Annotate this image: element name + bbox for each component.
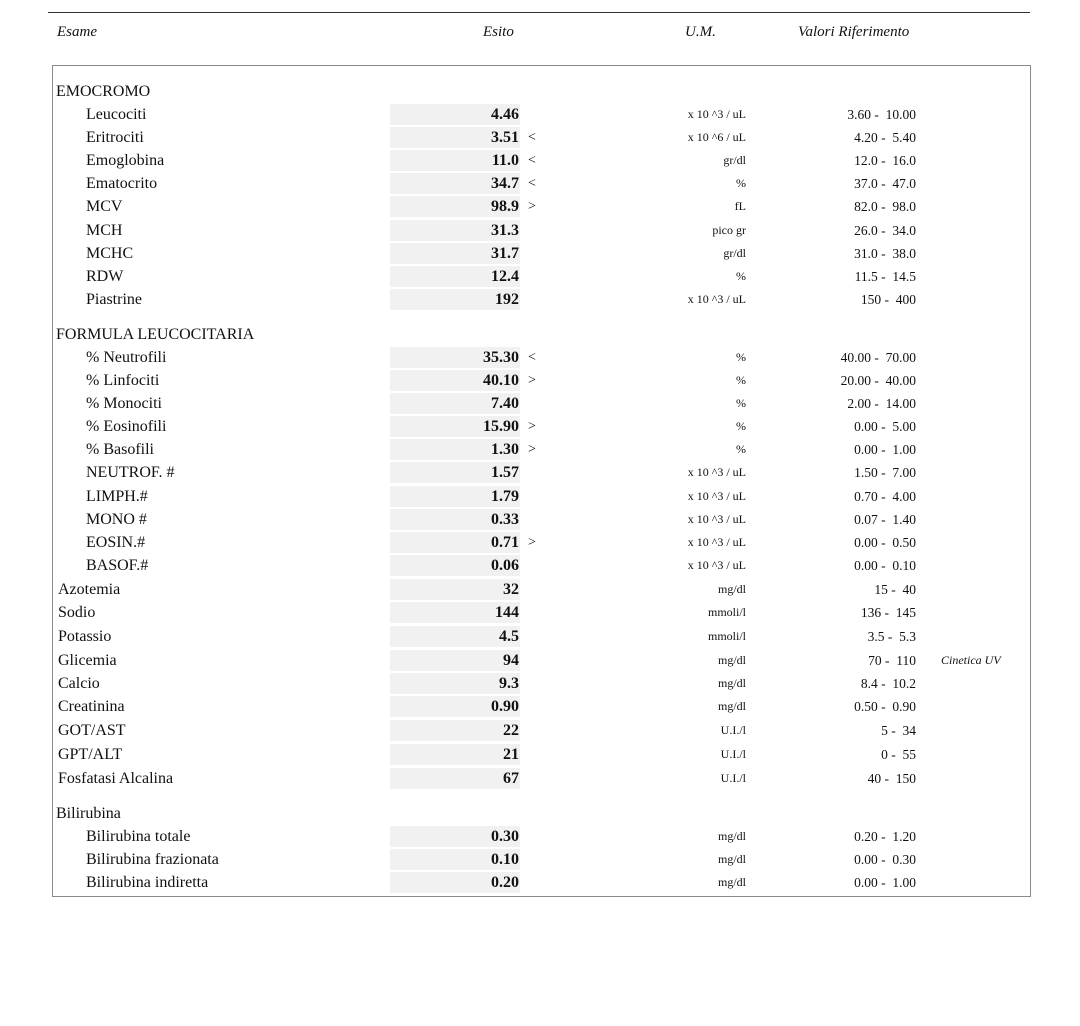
unit-of-measure: mg/dl <box>717 699 746 713</box>
table-row <box>0 768 1080 789</box>
reference-range: 11.5 - 14.5 <box>854 269 916 284</box>
reference-range: 37.0 - 47.0 <box>854 176 916 191</box>
table-row <box>0 696 1080 717</box>
table-row <box>0 509 1080 530</box>
reference-range: 0.50 - 0.90 <box>854 699 916 714</box>
exam-name: LIMPH.# <box>86 488 148 505</box>
unit-of-measure: mg/dl <box>717 676 746 690</box>
header-unit: U.M. <box>685 24 716 40</box>
table-row <box>0 127 1080 148</box>
exam-name: GOT/AST <box>58 722 126 739</box>
table-row <box>0 579 1080 600</box>
table-row <box>0 104 1080 125</box>
exam-name: Sodio <box>58 604 96 621</box>
unit-of-measure: x 10 ^3 / uL <box>687 512 746 526</box>
result-value: 1.79 <box>491 488 519 505</box>
exam-name: MCH <box>86 222 123 239</box>
result-value: 1.30 <box>491 441 519 458</box>
result-cell-background <box>390 579 520 600</box>
result-value: 11.0 <box>491 152 519 169</box>
table-row <box>0 370 1080 391</box>
exam-name: MCHC <box>86 245 134 262</box>
result-value: 94 <box>503 652 519 669</box>
result-value: 3.51 <box>491 129 519 146</box>
reference-range: 0 - 55 <box>881 747 916 762</box>
result-value: 35.30 <box>483 349 519 366</box>
result-cell-background <box>390 744 520 765</box>
reference-range: 136 - 145 <box>860 605 916 620</box>
unit-of-measure: pico gr <box>712 223 746 237</box>
result-value: 40.10 <box>483 372 519 389</box>
exam-name: % Eosinofili <box>86 418 167 435</box>
reference-range: 0.00 - 1.00 <box>854 875 916 890</box>
reference-range: 3.60 - 10.00 <box>847 107 916 122</box>
reference-range: 8.4 - 10.2 <box>860 676 916 691</box>
abnormal-flag: < <box>528 130 536 145</box>
result-cell-background <box>390 720 520 741</box>
reference-range: 40.00 - 70.00 <box>840 350 916 365</box>
table-row <box>0 872 1080 893</box>
table-row <box>0 555 1080 576</box>
table-row <box>0 243 1080 264</box>
exam-name: Ematocrito <box>86 175 158 192</box>
table-row <box>0 173 1080 194</box>
table-row <box>0 602 1080 623</box>
result-value: 31.3 <box>491 222 519 239</box>
result-value: 4.46 <box>491 106 519 123</box>
result-value: 21 <box>503 746 519 763</box>
exam-name: MCV <box>86 198 123 215</box>
unit-of-measure: mmoli/l <box>707 629 746 643</box>
result-value: 7.40 <box>491 395 519 412</box>
abnormal-flag: < <box>528 153 536 168</box>
reference-range: 0.20 - 1.20 <box>854 829 916 844</box>
unit-of-measure: x 10 ^3 / uL <box>687 535 746 549</box>
exam-name: Emoglobina <box>86 152 165 169</box>
table-row <box>0 462 1080 483</box>
exam-name: EOSIN.# <box>86 534 146 551</box>
reference-range: 0.00 - 0.50 <box>854 535 916 550</box>
unit-of-measure: gr/dl <box>723 246 746 260</box>
table-row <box>0 720 1080 741</box>
result-value: 4.5 <box>499 628 519 645</box>
reference-range: 0.00 - 1.00 <box>854 442 916 457</box>
result-cell-background <box>390 650 520 671</box>
abnormal-flag: < <box>528 350 536 365</box>
exam-name: % Linfociti <box>86 372 160 389</box>
unit-of-measure: x 10 ^6 / uL <box>687 130 746 144</box>
table-row <box>0 673 1080 694</box>
result-value: 32 <box>503 581 519 598</box>
abnormal-flag: > <box>528 442 536 457</box>
reference-range: 82.0 - 98.0 <box>854 199 916 214</box>
result-value: 1.57 <box>491 464 519 481</box>
reference-range: 3.5 - 5.3 <box>867 629 916 644</box>
table-row <box>0 744 1080 765</box>
table-row <box>0 849 1080 870</box>
unit-of-measure: x 10 ^3 / uL <box>687 489 746 503</box>
result-value: 0.33 <box>491 511 519 528</box>
abnormal-flag: > <box>528 419 536 434</box>
exam-name: BASOF.# <box>86 557 149 574</box>
exam-name: Glicemia <box>58 652 117 669</box>
reference-range: 150 - 400 <box>860 292 916 307</box>
result-value: 0.06 <box>491 557 519 574</box>
result-value: 0.20 <box>491 874 519 891</box>
unit-of-measure: mg/dl <box>717 829 746 843</box>
table-row <box>0 486 1080 507</box>
table-row <box>0 150 1080 171</box>
section-bilirubina: Bilirubina <box>56 805 121 822</box>
reference-range: 20.00 - 40.00 <box>840 373 916 388</box>
exam-name: Piastrine <box>86 291 142 308</box>
abnormal-flag: > <box>528 535 536 550</box>
unit-of-measure: mmoli/l <box>707 605 746 619</box>
reference-range: 0.07 - 1.40 <box>854 512 916 527</box>
reference-range: 15 - 40 <box>874 582 916 597</box>
table-row <box>0 650 1080 671</box>
unit-of-measure: x 10 ^3 / uL <box>687 292 746 306</box>
reference-range: 0.00 - 5.00 <box>854 419 916 434</box>
result-value: 22 <box>503 722 519 739</box>
exam-name: Azotemia <box>58 581 121 598</box>
unit-of-measure: % <box>736 442 746 456</box>
result-cell-background <box>390 768 520 789</box>
unit-of-measure: mg/dl <box>717 852 746 866</box>
abnormal-flag: < <box>528 176 536 191</box>
section-emocromo: EMOCROMO <box>56 83 151 100</box>
result-value: 0.30 <box>491 828 519 845</box>
exam-name: Bilirubina indiretta <box>86 874 209 891</box>
header-reference: Valori Riferimento <box>798 24 910 40</box>
exam-name: Bilirubina frazionata <box>86 851 219 868</box>
result-value: 12.4 <box>491 268 519 285</box>
unit-of-measure: % <box>736 176 746 190</box>
reference-range: 2.00 - 14.00 <box>847 396 916 411</box>
table-row <box>0 416 1080 437</box>
unit-of-measure: U.I./l <box>720 747 746 761</box>
reference-range: 5 - 34 <box>881 723 916 738</box>
result-value: 31.7 <box>491 245 519 262</box>
result-value: 67 <box>503 770 519 787</box>
table-row <box>0 826 1080 847</box>
exam-name: Leucociti <box>86 106 147 123</box>
top-rule <box>48 12 1030 13</box>
result-value: 0.71 <box>491 534 519 551</box>
exam-name: Eritrociti <box>86 129 144 146</box>
unit-of-measure: x 10 ^3 / uL <box>687 465 746 479</box>
unit-of-measure: % <box>736 419 746 433</box>
result-value: 0.90 <box>491 698 519 715</box>
table-row <box>0 196 1080 217</box>
reference-range: 1.50 - 7.00 <box>854 465 916 480</box>
table-row <box>0 439 1080 460</box>
table-row <box>0 289 1080 310</box>
exam-name: % Basofili <box>86 441 154 458</box>
unit-of-measure: % <box>736 350 746 364</box>
reference-range: 0.00 - 0.10 <box>854 558 916 573</box>
result-value: 34.7 <box>491 175 519 192</box>
unit-of-measure: % <box>736 269 746 283</box>
reference-range: 70 - 110 <box>868 653 916 668</box>
abnormal-flag: > <box>528 373 536 388</box>
header-exam: Esame <box>57 24 97 40</box>
exam-name: Bilirubina totale <box>86 828 191 845</box>
unit-of-measure: fL <box>734 199 746 213</box>
unit-of-measure: % <box>736 373 746 387</box>
result-value: 98.9 <box>491 198 519 215</box>
unit-of-measure: gr/dl <box>723 153 746 167</box>
table-row <box>0 532 1080 553</box>
exam-name: Calcio <box>58 675 100 692</box>
table-row <box>0 266 1080 287</box>
unit-of-measure: mg/dl <box>717 653 746 667</box>
exam-name: Fosfatasi Alcalina <box>58 770 174 787</box>
exam-name: NEUTROF. # <box>86 464 175 481</box>
unit-of-measure: x 10 ^3 / uL <box>687 107 746 121</box>
exam-name: % Monociti <box>86 395 162 412</box>
unit-of-measure: mg/dl <box>717 875 746 889</box>
result-value: 0.10 <box>491 851 519 868</box>
reference-range: 0.00 - 0.30 <box>854 852 916 867</box>
unit-of-measure: mg/dl <box>717 582 746 596</box>
reference-range: 4.20 - 5.40 <box>854 130 916 145</box>
exam-name: Potassio <box>58 628 112 645</box>
method-note: Cinetica UV <box>941 653 1001 667</box>
result-value: 9.3 <box>499 675 519 692</box>
unit-of-measure: U.I./l <box>720 723 746 737</box>
exam-name: % Neutrofili <box>86 349 167 366</box>
exam-name: GPT/ALT <box>58 746 123 763</box>
reference-range: 40 - 150 <box>867 771 916 786</box>
reference-range: 0.70 - 4.00 <box>854 489 916 504</box>
reference-range: 26.0 - 34.0 <box>854 223 916 238</box>
unit-of-measure: % <box>736 396 746 410</box>
header-result: Esito <box>483 24 514 40</box>
table-row <box>0 347 1080 368</box>
table-row <box>0 626 1080 647</box>
reference-range: 12.0 - 16.0 <box>854 153 916 168</box>
exam-name: Creatinina <box>58 698 125 715</box>
exam-name: MONO # <box>86 511 147 528</box>
result-value: 15.90 <box>483 418 519 435</box>
result-value: 144 <box>495 604 519 621</box>
unit-of-measure: U.I./l <box>720 771 746 785</box>
result-value: 192 <box>495 291 519 308</box>
reference-range: 31.0 - 38.0 <box>854 246 916 261</box>
unit-of-measure: x 10 ^3 / uL <box>687 558 746 572</box>
exam-name: RDW <box>86 268 124 285</box>
table-row <box>0 393 1080 414</box>
table-row <box>0 220 1080 241</box>
abnormal-flag: > <box>528 199 536 214</box>
section-formula-leucocitaria: FORMULA LEUCOCITARIA <box>56 326 255 343</box>
